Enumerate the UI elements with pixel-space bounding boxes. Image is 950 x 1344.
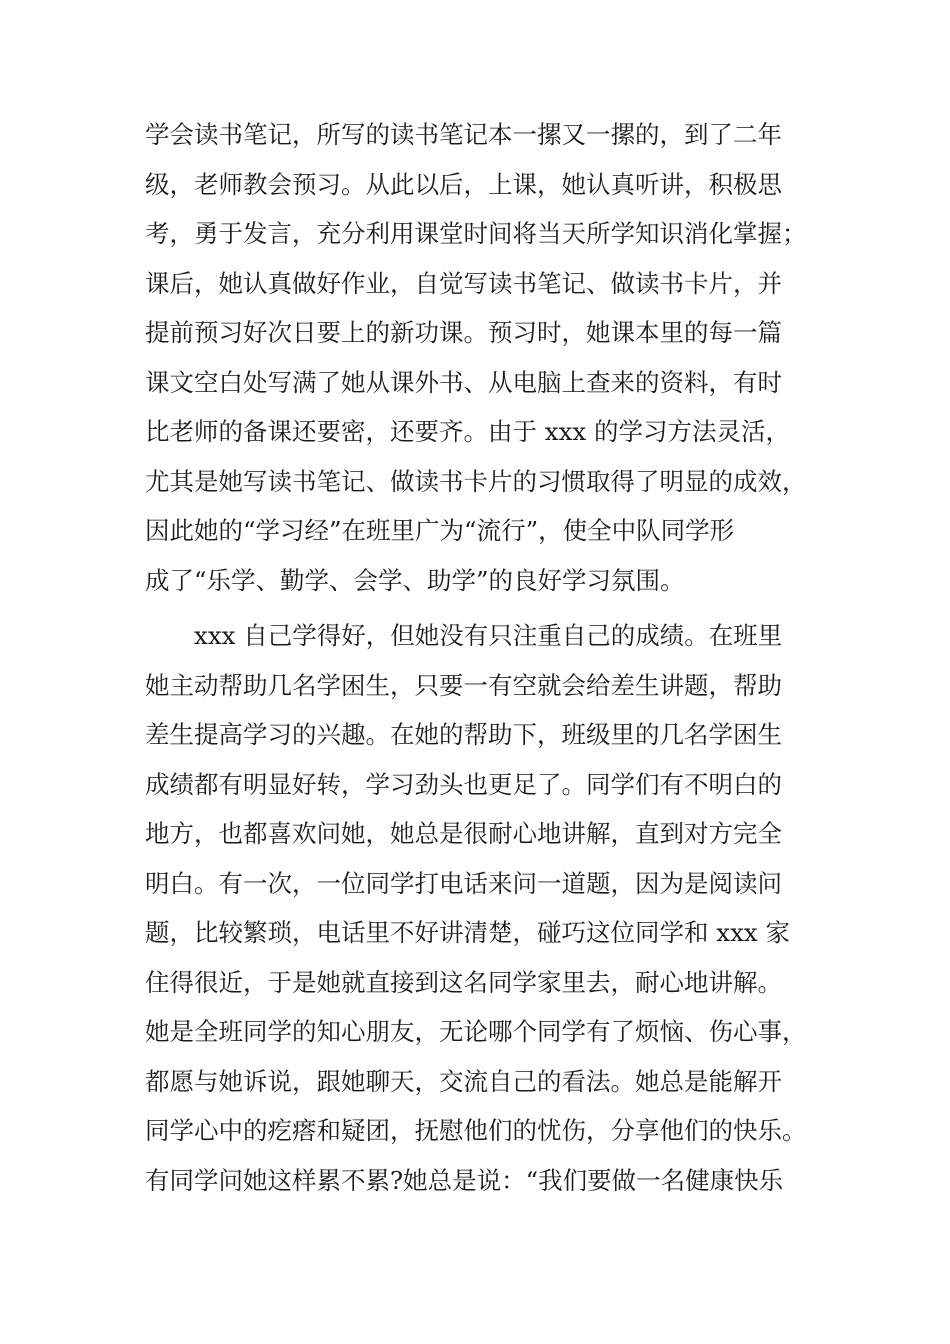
text-line: 地方，也都喜欢问她，她总是很耐心地讲解，直到对方完全	[145, 819, 782, 848]
text-line: 明白。有一次，一位同学打电话来问一道题，因为是阅读问	[145, 868, 782, 898]
text-line: 同学心中的疙瘩和疑团，抚慰他们的忧伤，分享他们的快乐。	[145, 1116, 807, 1145]
text-line: 她是全班同学的知心朋友，无论哪个同学有了烦恼、伤心事，	[145, 1017, 807, 1046]
text-line: 她主动帮助几名学困生，只要一有空就会给差生讲题，帮助	[145, 670, 782, 700]
text-line-indented: xxx 自己学得好，但她没有只注重自己的成绩。在班里	[194, 621, 783, 650]
text-line: 尤其是她写读书笔记、做读书卡片的习惯取得了明显的成效，	[145, 466, 807, 496]
text-line: 提前预习好次日要上的新功课。预习时，她课本里的每一篇	[145, 318, 782, 347]
text-line: 学会读书笔记，所写的读书笔记本一摞又一摞的，到了二年	[145, 120, 782, 149]
text-line: 课文空白处写满了她从课外书、从电脑上查来的资料，有时	[145, 367, 782, 397]
text-line: 差生提高学习的兴趣。在她的帮助下，班级里的几名学困生	[145, 720, 782, 749]
text-line: 题，比较繁琐，电话里不好讲清楚，碰巧这位同学和 xxx 家	[145, 918, 791, 947]
text-line: 课后，她认真做好作业，自觉写读书笔记、做读书卡片，并	[145, 268, 782, 298]
paragraph-2	[145, 611, 825, 1205]
text-line: 因此她的“学习经”在班里广为“流行”，使全中队同学形	[145, 516, 735, 545]
text-line: 成绩都有明显好转，学习劲头也更足了。同学们有不明白的	[145, 769, 782, 799]
text-line: 成了“乐学、勤学、会学、助学”的良好学习氛围。	[145, 565, 685, 595]
text-line: 级，老师教会预习。从此以后，上课，她认真听讲，积极思	[145, 169, 782, 199]
text-line: 都愿与她诉说，跟她聊天，交流自己的看法。她总是能解开	[145, 1066, 782, 1096]
text-line: 住得很近，于是她就直接到这名同学家里去，耐心地讲解。	[145, 967, 782, 997]
text-line: 比老师的备课还要密，还要齐。由于 xxx 的学习方法灵活，	[145, 417, 791, 446]
text-line: 有同学问她这样累不累?她总是说：“我们要做一名健康快乐	[145, 1165, 784, 1195]
text-line: 考，勇于发言，充分利用课堂时间将当天所学知识消化掌握；	[145, 219, 807, 248]
paragraph-1	[145, 110, 825, 605]
